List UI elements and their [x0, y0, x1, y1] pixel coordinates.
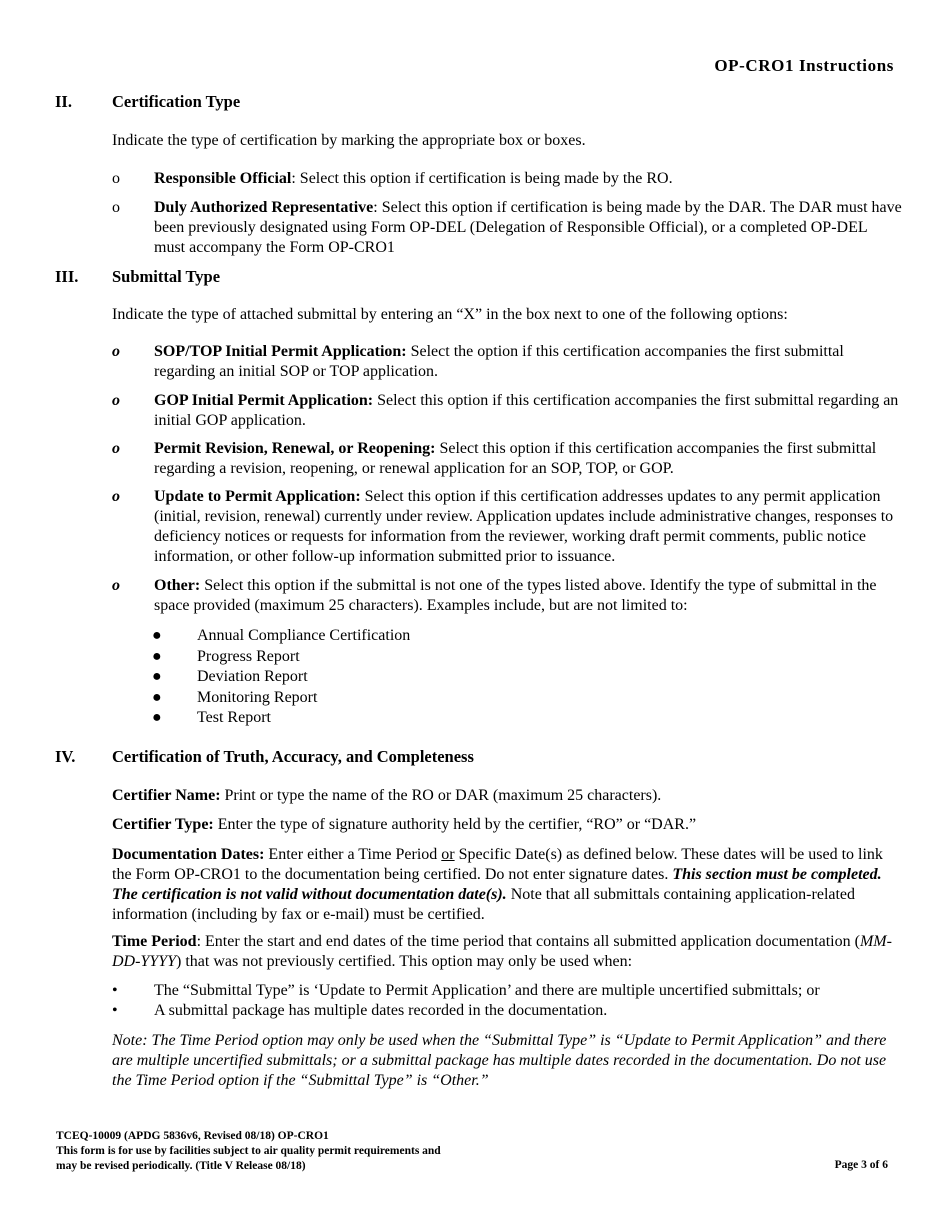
list-item-text: Progress Report	[197, 647, 300, 665]
option-marker: o	[112, 170, 120, 187]
option-text: Select this option if this certification accompanies the first submittal regarding an initial GOP application.	[154, 392, 899, 429]
list-item	[112, 981, 902, 1001]
list-item	[152, 647, 410, 668]
list-item-text: Test Report	[197, 709, 271, 726]
option-label: SOP/TOP Initial Permit Application:	[154, 343, 407, 360]
section-heading	[55, 747, 900, 767]
emphasis-text: This section must be completed. The certification is not valid without documentation date(s).	[112, 866, 882, 903]
bullet-icon: •	[112, 1002, 118, 1019]
page-number: Page 3 of 6	[834, 1159, 888, 1171]
field-label: Documentation Dates:	[112, 846, 265, 863]
documentation-dates-paragraph	[112, 845, 902, 925]
page-footer	[56, 1129, 441, 1174]
underlined-or: or	[441, 846, 455, 863]
option-label: Update to Permit Application:	[154, 488, 361, 505]
section-title: Certification of Truth, Accuracy, and Completeness	[112, 747, 474, 766]
option-gop-initial	[112, 391, 902, 431]
option-marker: o	[112, 440, 120, 457]
option-update-to-permit	[112, 487, 902, 567]
section-heading	[55, 92, 900, 112]
list-item-text: The “Submittal Type” is ‘Update to Permit Application’ and there are multiple uncertified submittals; or	[154, 982, 820, 999]
date-format: MM-DD-YYYY	[112, 933, 892, 970]
section-title: Submittal Type	[112, 267, 221, 286]
option-text: Select this option if this certification addresses updates to any permit application (initial, revision, renewal) currently under review. Application updates include administrative changes, responses to deficiency notices or requests for information from the reviewer, working draft permit comments, public notice information, or other follow-up information submitted prior to issuance.	[154, 488, 894, 565]
section-intro: Indicate the type of attached submittal by entering an “X” in the box next to one of the following options:	[112, 306, 788, 323]
option-sop-top-initial	[112, 342, 902, 382]
bullet-icon: ●	[152, 709, 162, 726]
bullet-icon: ●	[152, 668, 162, 685]
option-text: Select the option if this certification accompanies the first submittal regarding an initial SOP or TOP application.	[154, 343, 844, 380]
bullet-icon: ●	[152, 688, 162, 706]
bullet-icon: •	[112, 982, 118, 999]
option-label: Duly Authorized Representative	[154, 199, 374, 216]
option-text: : Select this option if certification is being made by the RO.	[291, 170, 673, 187]
section-number: III.	[55, 267, 79, 286]
section-intro: Indicate the type of certification by marking the appropriate box or boxes.	[112, 132, 586, 149]
field-description: Note that all submittals containing application-related information (including by fax or e-mail) must be certified.	[112, 886, 856, 923]
certifier-type-paragraph	[112, 815, 902, 835]
list-item	[112, 1001, 902, 1021]
option-other	[112, 576, 902, 616]
field-description: Enter either a Time Period	[264, 846, 442, 863]
list-item	[152, 626, 410, 647]
option-text: Select this option if this certification accompanies the first submittal regarding a revision, reopening, or renewal application for an SOP, TOP, or GOP.	[154, 440, 877, 477]
option-text: Select this option if the submittal is not one of the types listed above. Identify the type of submittal in the space provided (maximum 25 characters). Examples include, but are not limited to:	[154, 577, 877, 614]
time-period-paragraph	[112, 932, 902, 972]
section-number: IV.	[55, 747, 76, 766]
field-label: Certifier Name:	[112, 787, 221, 804]
footer-line: may be revised periodically. (Title V Release 08/18)	[56, 1160, 306, 1172]
option-responsible-official	[112, 169, 902, 189]
option-marker: o	[112, 199, 120, 216]
section-certification-type	[55, 92, 900, 112]
list-item-text: Deviation Report	[197, 668, 308, 685]
note-paragraph: Note: The Time Period option may only be used when the “Submittal Type” is “Update to Permit Application” and there are multiple uncertified submittals; or a submittal package has multiple dates recorded in the documentation. Do not use the Time Period option if the “Submittal Type” is “Other.”	[112, 1032, 887, 1089]
bullet-icon: ●	[152, 647, 162, 665]
option-marker: o	[112, 392, 120, 409]
list-item	[152, 688, 410, 709]
option-label: GOP Initial Permit Application:	[154, 392, 374, 409]
section-number: II.	[55, 92, 72, 111]
time-period-conditions-list	[112, 981, 902, 1021]
list-item	[152, 708, 410, 729]
field-description: Enter the type of signature authority held by the certifier, “RO” or “DAR.”	[213, 816, 697, 833]
list-item-text: Monitoring Report	[197, 688, 318, 706]
section-title: Certification Type	[112, 92, 241, 111]
certifier-name-paragraph	[112, 786, 902, 806]
footer-line: This form is for use by facilities subject to air quality permit requirements and	[56, 1145, 441, 1157]
list-item-text: A submittal package has multiple dates recorded in the documentation.	[154, 1002, 608, 1019]
bullet-icon: ●	[152, 627, 162, 644]
option-label: Other:	[154, 577, 201, 594]
field-description: : Enter the start and end dates of the time period that contains all submitted application documentation (	[196, 933, 860, 950]
field-label: Certifier Type:	[112, 816, 214, 833]
field-label: Time Period	[112, 933, 197, 950]
option-marker: o	[112, 343, 120, 360]
option-label: Permit Revision, Renewal, or Reopening:	[154, 440, 436, 457]
option-label: Responsible Official	[154, 170, 292, 187]
option-permit-revision	[112, 439, 902, 479]
option-marker: o	[112, 577, 120, 594]
option-marker: o	[112, 488, 120, 505]
footer-line: TCEQ-10009 (APDG 5836v6, Revised 08/18) OP-CRO1	[56, 1130, 329, 1142]
section-certification-truth	[55, 747, 900, 767]
section-submittal-type	[55, 267, 900, 287]
option-duly-authorized-representative	[112, 198, 902, 258]
option-text: : Select this option if certification is being made by the DAR. The DAR must have been previously designated using Form OP-DEL (Delegation of Responsible Official), or a completed OP-DEL must accompany the Form OP-CRO1	[154, 199, 902, 256]
section-heading	[55, 267, 900, 287]
page-header-title: OP-CRO1 Instructions	[714, 56, 894, 75]
list-item	[152, 667, 410, 688]
field-description: ) that was not previously certified. This option may only be used when:	[176, 953, 633, 970]
field-description: Specific Date(s) as defined below. These dates will be used to link the Form OP-CRO1 to the documentation being certified. Do not enter signature dates.	[112, 846, 883, 883]
field-description: Print or type the name of the RO or DAR (maximum 25 characters).	[220, 787, 662, 804]
examples-list	[152, 626, 410, 729]
list-item-text: Annual Compliance Certification	[197, 627, 411, 644]
